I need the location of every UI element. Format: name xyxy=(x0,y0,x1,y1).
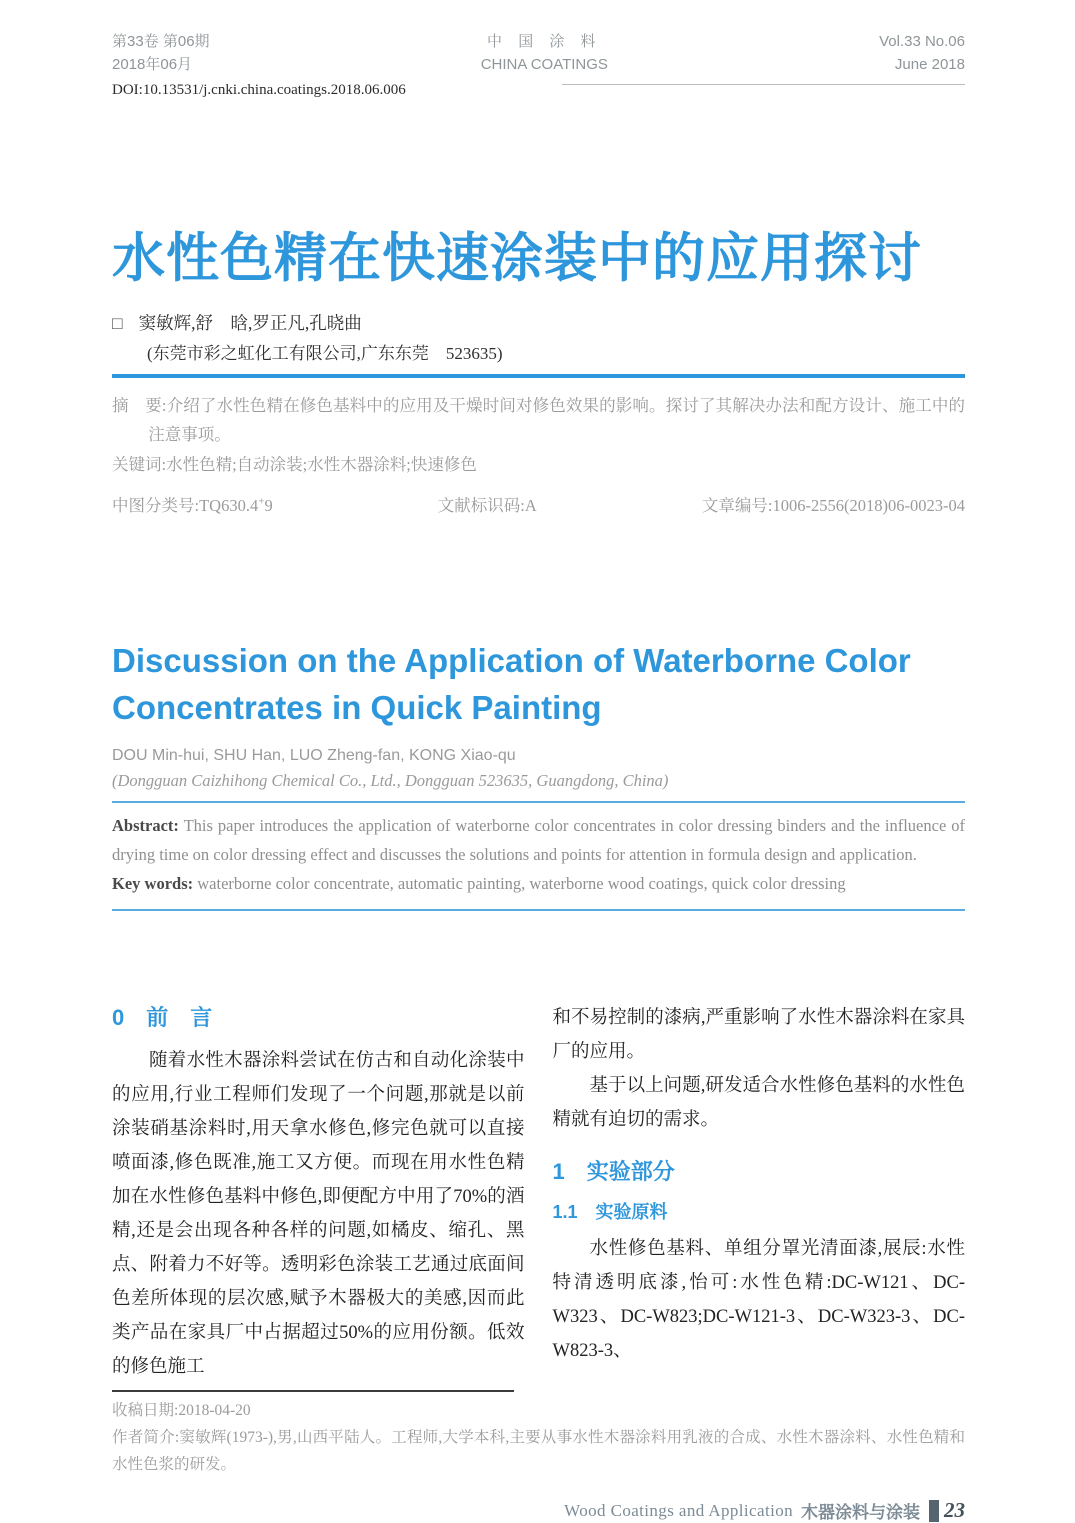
journal-header xyxy=(112,30,965,77)
doc-code-item: 文献标识码:A xyxy=(437,496,537,516)
materials-paragraph: 水性修色基料、单组分罩光清面漆,展辰:水性特清透明底漆,怡可:水性色精:DC-W121、DC-W323、DC-W823;DC-W121-3、DC-W323-3、DC-W823-3、 xyxy=(552,1238,965,1361)
abstract-cn-label: 摘 要: xyxy=(112,396,167,416)
volume-issue-cn: 第33卷 第06期 xyxy=(112,33,210,50)
footnote-block xyxy=(112,1390,965,1478)
footer-journal-en: Wood Coatings and Application xyxy=(564,1500,793,1520)
header-issue-info xyxy=(112,30,210,77)
author-marker-icon: □ xyxy=(112,313,123,334)
article-title-en xyxy=(112,637,965,732)
clc-superscript: + xyxy=(258,495,265,508)
footer-journal-cn: 木器涂料与涂装 xyxy=(801,1503,920,1523)
abstract-en-block xyxy=(112,812,965,899)
date-en: June 2018 xyxy=(894,56,965,74)
affiliation-cn: (东莞市彩之虹化工有限公司,广东东莞 523635) xyxy=(147,344,503,364)
abstract-cn-text: 介绍了水性色精在修色基料中的应用及干燥时间对修色效果的影响。探讨了其解决办法和配方设计、施工中的注意事项。 xyxy=(148,396,965,444)
clc-item: 中图分类号:TQ630.4+9 xyxy=(112,495,273,516)
footer-bar xyxy=(929,1500,939,1522)
footnote-author-bio: 作者简介:窦敏辉(1973-),男,山西平陆人。工程师,大学本科,主要从事水性木器涂料用乳液的合成、水性木器涂料、水性色精和水性色浆的研发。 xyxy=(112,1428,965,1474)
abstract-cn-block xyxy=(112,392,965,521)
abstract-en-label: Abstract: xyxy=(112,815,179,835)
article-title-cn: 水性色精在快速涂装中的应用探讨 xyxy=(112,228,922,288)
authors-cn: 窦敏辉,舒 晗,罗正凡,孔晓曲 xyxy=(138,313,362,334)
intro-paragraph-continuation: 和不易控制的漆病,严重影响了水性木器涂料在家具厂的应用。 xyxy=(552,1007,965,1062)
section-heading-1: 1 实验部分 xyxy=(552,1158,675,1184)
abstract-en-text: This paper introduces the application of waterborne color concentrates in color dressing binders and the influence of drying time on color dressing effect and discusses the solutions and points for attention in formula design and application. xyxy=(112,815,965,864)
header-divider xyxy=(562,84,965,85)
article-title-en-line2: Concentrates in Quick Painting xyxy=(112,689,602,727)
header-journal-name xyxy=(481,30,608,77)
affiliation-en: (Dongguan Caizhihong Chemical Co., Ltd., Dongguan 523635, Guangdong, China) xyxy=(112,770,669,790)
keywords-en-text: waterborne color concentrate, automatic painting, waterborne wood coatings, quick color dressing xyxy=(193,873,846,893)
authors-en: DOU Min-hui, SHU Han, LUO Zheng-fan, KONG Xiao-qu xyxy=(112,746,516,764)
paragraph-2: 基于以上问题,研发适合水性修色基料的水性色精就有迫切的需求。 xyxy=(552,1075,965,1130)
footnote-received: 收稿日期:2018-04-20 xyxy=(112,1401,251,1419)
author-line-cn xyxy=(112,310,965,336)
title-divider-rule xyxy=(112,374,965,378)
abstract-en-paragraph xyxy=(112,812,965,870)
keywords-cn-label: 关键词: xyxy=(112,455,167,475)
keywords-cn-line xyxy=(112,451,965,479)
volume-issue-en: Vol.33 No.06 xyxy=(879,33,965,50)
abstract-en-top-rule xyxy=(112,801,965,803)
column-left xyxy=(112,1001,525,1384)
keywords-en-label: Key words: xyxy=(112,873,194,893)
header-vol-info xyxy=(879,30,965,77)
subsection-heading-1-1: 1.1 实验原料 xyxy=(552,1201,668,1222)
classification-row xyxy=(112,492,965,520)
doi-line: DOI:10.13531/j.cnki.china.coatings.2018.06.006 xyxy=(112,81,406,98)
keywords-en-line xyxy=(112,870,965,899)
column-right xyxy=(553,1001,966,1384)
section-heading-0: 0 前 言 xyxy=(112,1004,213,1030)
keywords-cn-text: 水性色精;自动涂装;水性木器涂料;快速修色 xyxy=(166,455,477,475)
page-footer xyxy=(112,1498,965,1523)
journal-name-cn: 中 国 涂 料 xyxy=(487,33,602,50)
abstract-en-bottom-rule xyxy=(112,909,965,911)
journal-name-en: CHINA COATINGS xyxy=(480,56,608,74)
article-id-item: 文章编号:1006-2556(2018)06-0023-04 xyxy=(701,496,965,516)
body-columns xyxy=(112,1001,965,1384)
abstract-cn-paragraph xyxy=(112,392,965,449)
article-title-en-line1: Discussion on the Application of Waterborne Color xyxy=(112,641,911,679)
intro-paragraph: 随着水性木器涂料尝试在仿古和自动化涂装中的应用,行业工程师们发现了一个问题,那就是以前涂装硝基涂料时,用天拿水修色,修完色就可以直接喷面漆,修色既准,施工又方便。而现在用水性色精加在水性修色基料中修色,即便配方中用了70%的酒精,还是会出现各种各样的问题,如橘皮、缩孔、黑点、附着力不好等。透明彩色涂装工艺通过底面间色差所体现的层次感,赋予木器极大的美感,因而此类产品在家具厂中占据超过50%的应用份额。低效的修色施工 xyxy=(112,1050,525,1377)
footer-page-number: 23 xyxy=(944,1498,965,1523)
date-cn: 2018年06月 xyxy=(112,56,193,74)
footnote-rule xyxy=(112,1390,514,1392)
